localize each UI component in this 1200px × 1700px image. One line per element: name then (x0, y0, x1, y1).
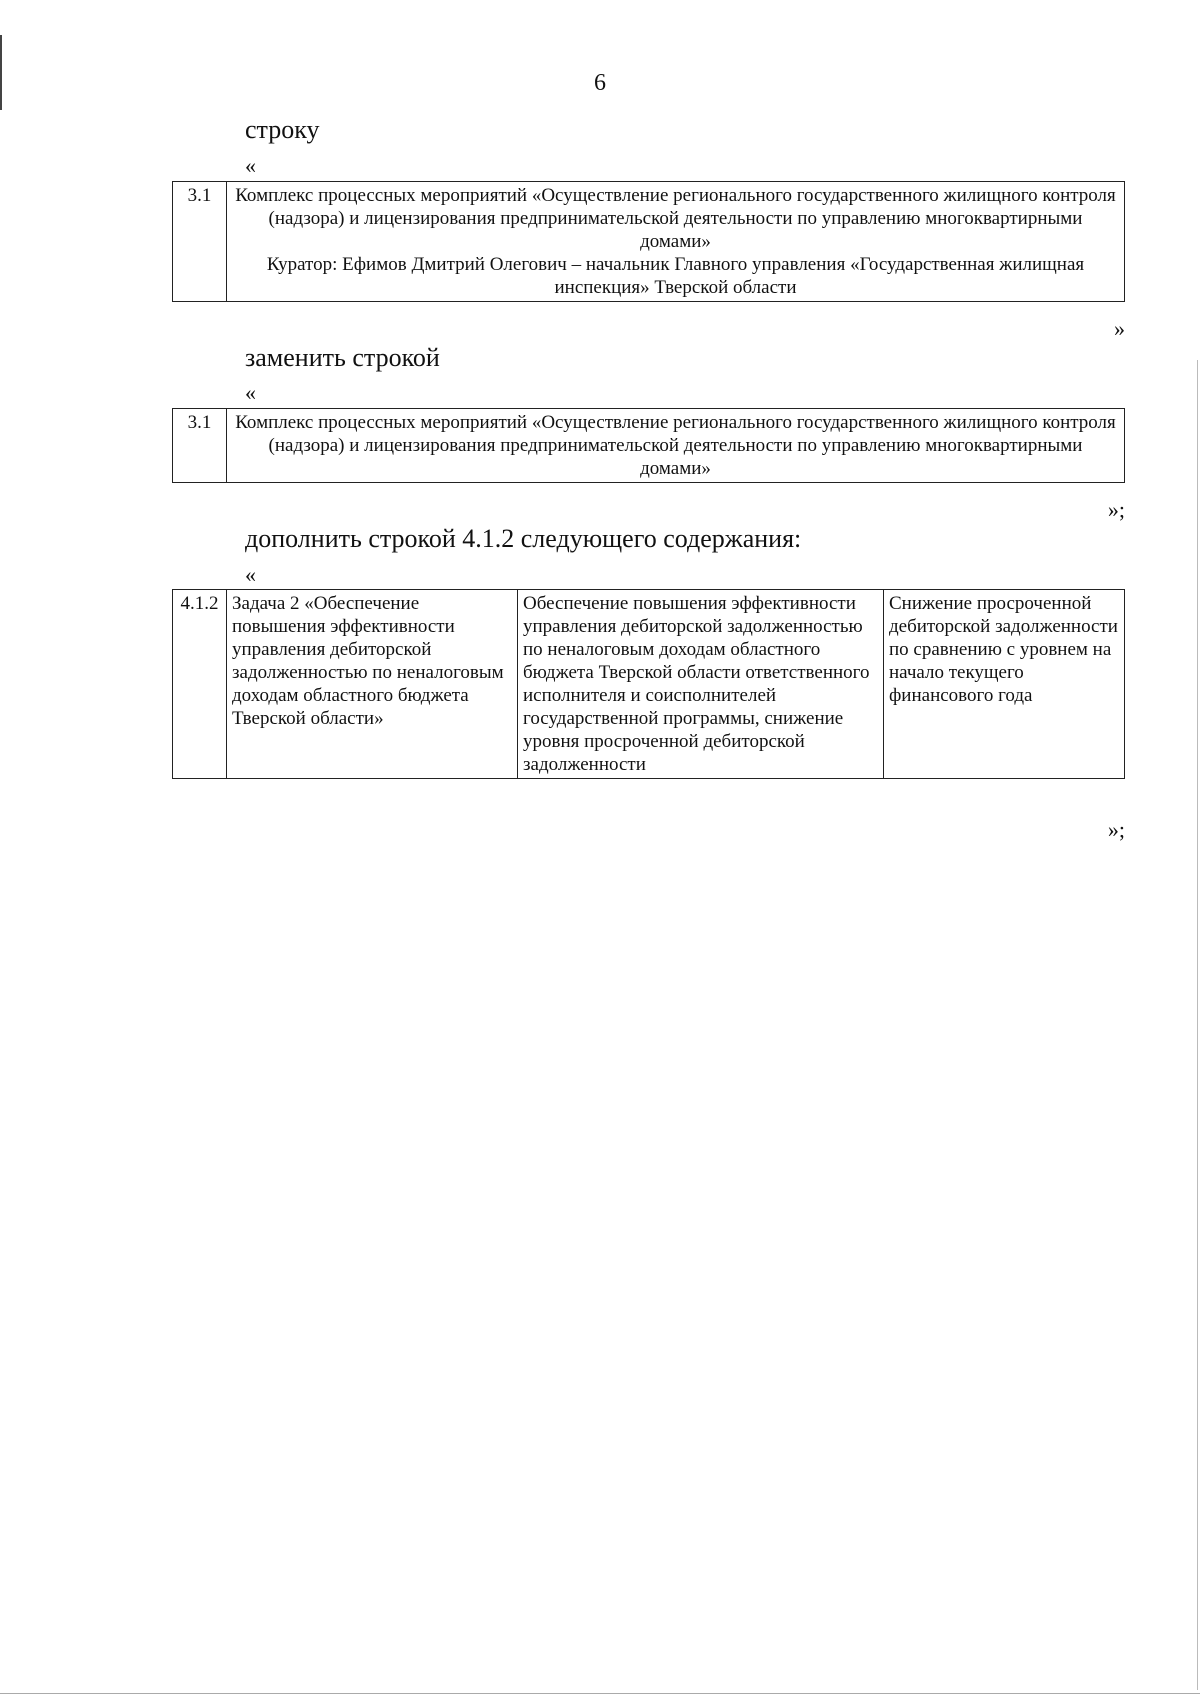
row-number: 3.1 (173, 409, 227, 483)
close-quote: »; (1107, 497, 1125, 522)
table-replacement-row (172, 408, 1125, 483)
open-quote: « (245, 562, 256, 587)
row-description: Обеспечение повышения эффективности управления дебиторской задолженностью по неналоговым доходам областного бюджета Тверской области ответственного исполнителя и соисполнителей государственной программы, снижение уровня просроченной дебиторской задолженности (518, 590, 884, 779)
scan-edge-right (1197, 360, 1198, 1690)
open-quote: « (245, 153, 256, 178)
row-indicator: Снижение просроченной дебиторской задолженности по сравнению с уровнем на начало текущего финансового года (884, 590, 1125, 779)
instruction-add: дополнить строкой 4.1.2 следующего содержания: (245, 524, 802, 553)
page-number: 6 (594, 70, 606, 96)
table-current-row (172, 181, 1125, 302)
row-content (227, 182, 1125, 302)
row-number: 4.1.2 (173, 590, 227, 779)
table-row (173, 409, 1125, 483)
row-task: Задача 2 «Обеспечение повышения эффективности управления дебиторской задолженностью по неналоговым доходам областного бюджета Тверской области» (227, 590, 518, 779)
row-title: Комплекс процессных мероприятий «Осуществление регионального государственного жилищного контроля (надзора) и лицензирования предпринимательской деятельности по управлению многоквартирными домами» (227, 409, 1125, 483)
instruction-string: строку (245, 115, 320, 144)
table-new-row (172, 589, 1125, 779)
close-quote: » (1114, 316, 1125, 341)
instruction-replace: заменить строкой (245, 343, 440, 372)
row-curator: Куратор: Ефимов Дмитрий Олегович – начальник Главного управления «Государственная жилищная инспекция» Тверской области (266, 254, 1085, 298)
close-quote: »; (1107, 817, 1125, 842)
table-row (173, 182, 1125, 302)
row-number: 3.1 (173, 182, 227, 302)
table-row (173, 590, 1125, 779)
scan-edge-bottom (0, 1693, 1200, 1694)
open-quote: « (245, 380, 256, 405)
row-title: Комплекс процессных мероприятий «Осуществление регионального государственного жилищного контроля (надзора) и лицензирования предпринимательской деятельности по управлению многоквартирными домами» (235, 185, 1116, 252)
